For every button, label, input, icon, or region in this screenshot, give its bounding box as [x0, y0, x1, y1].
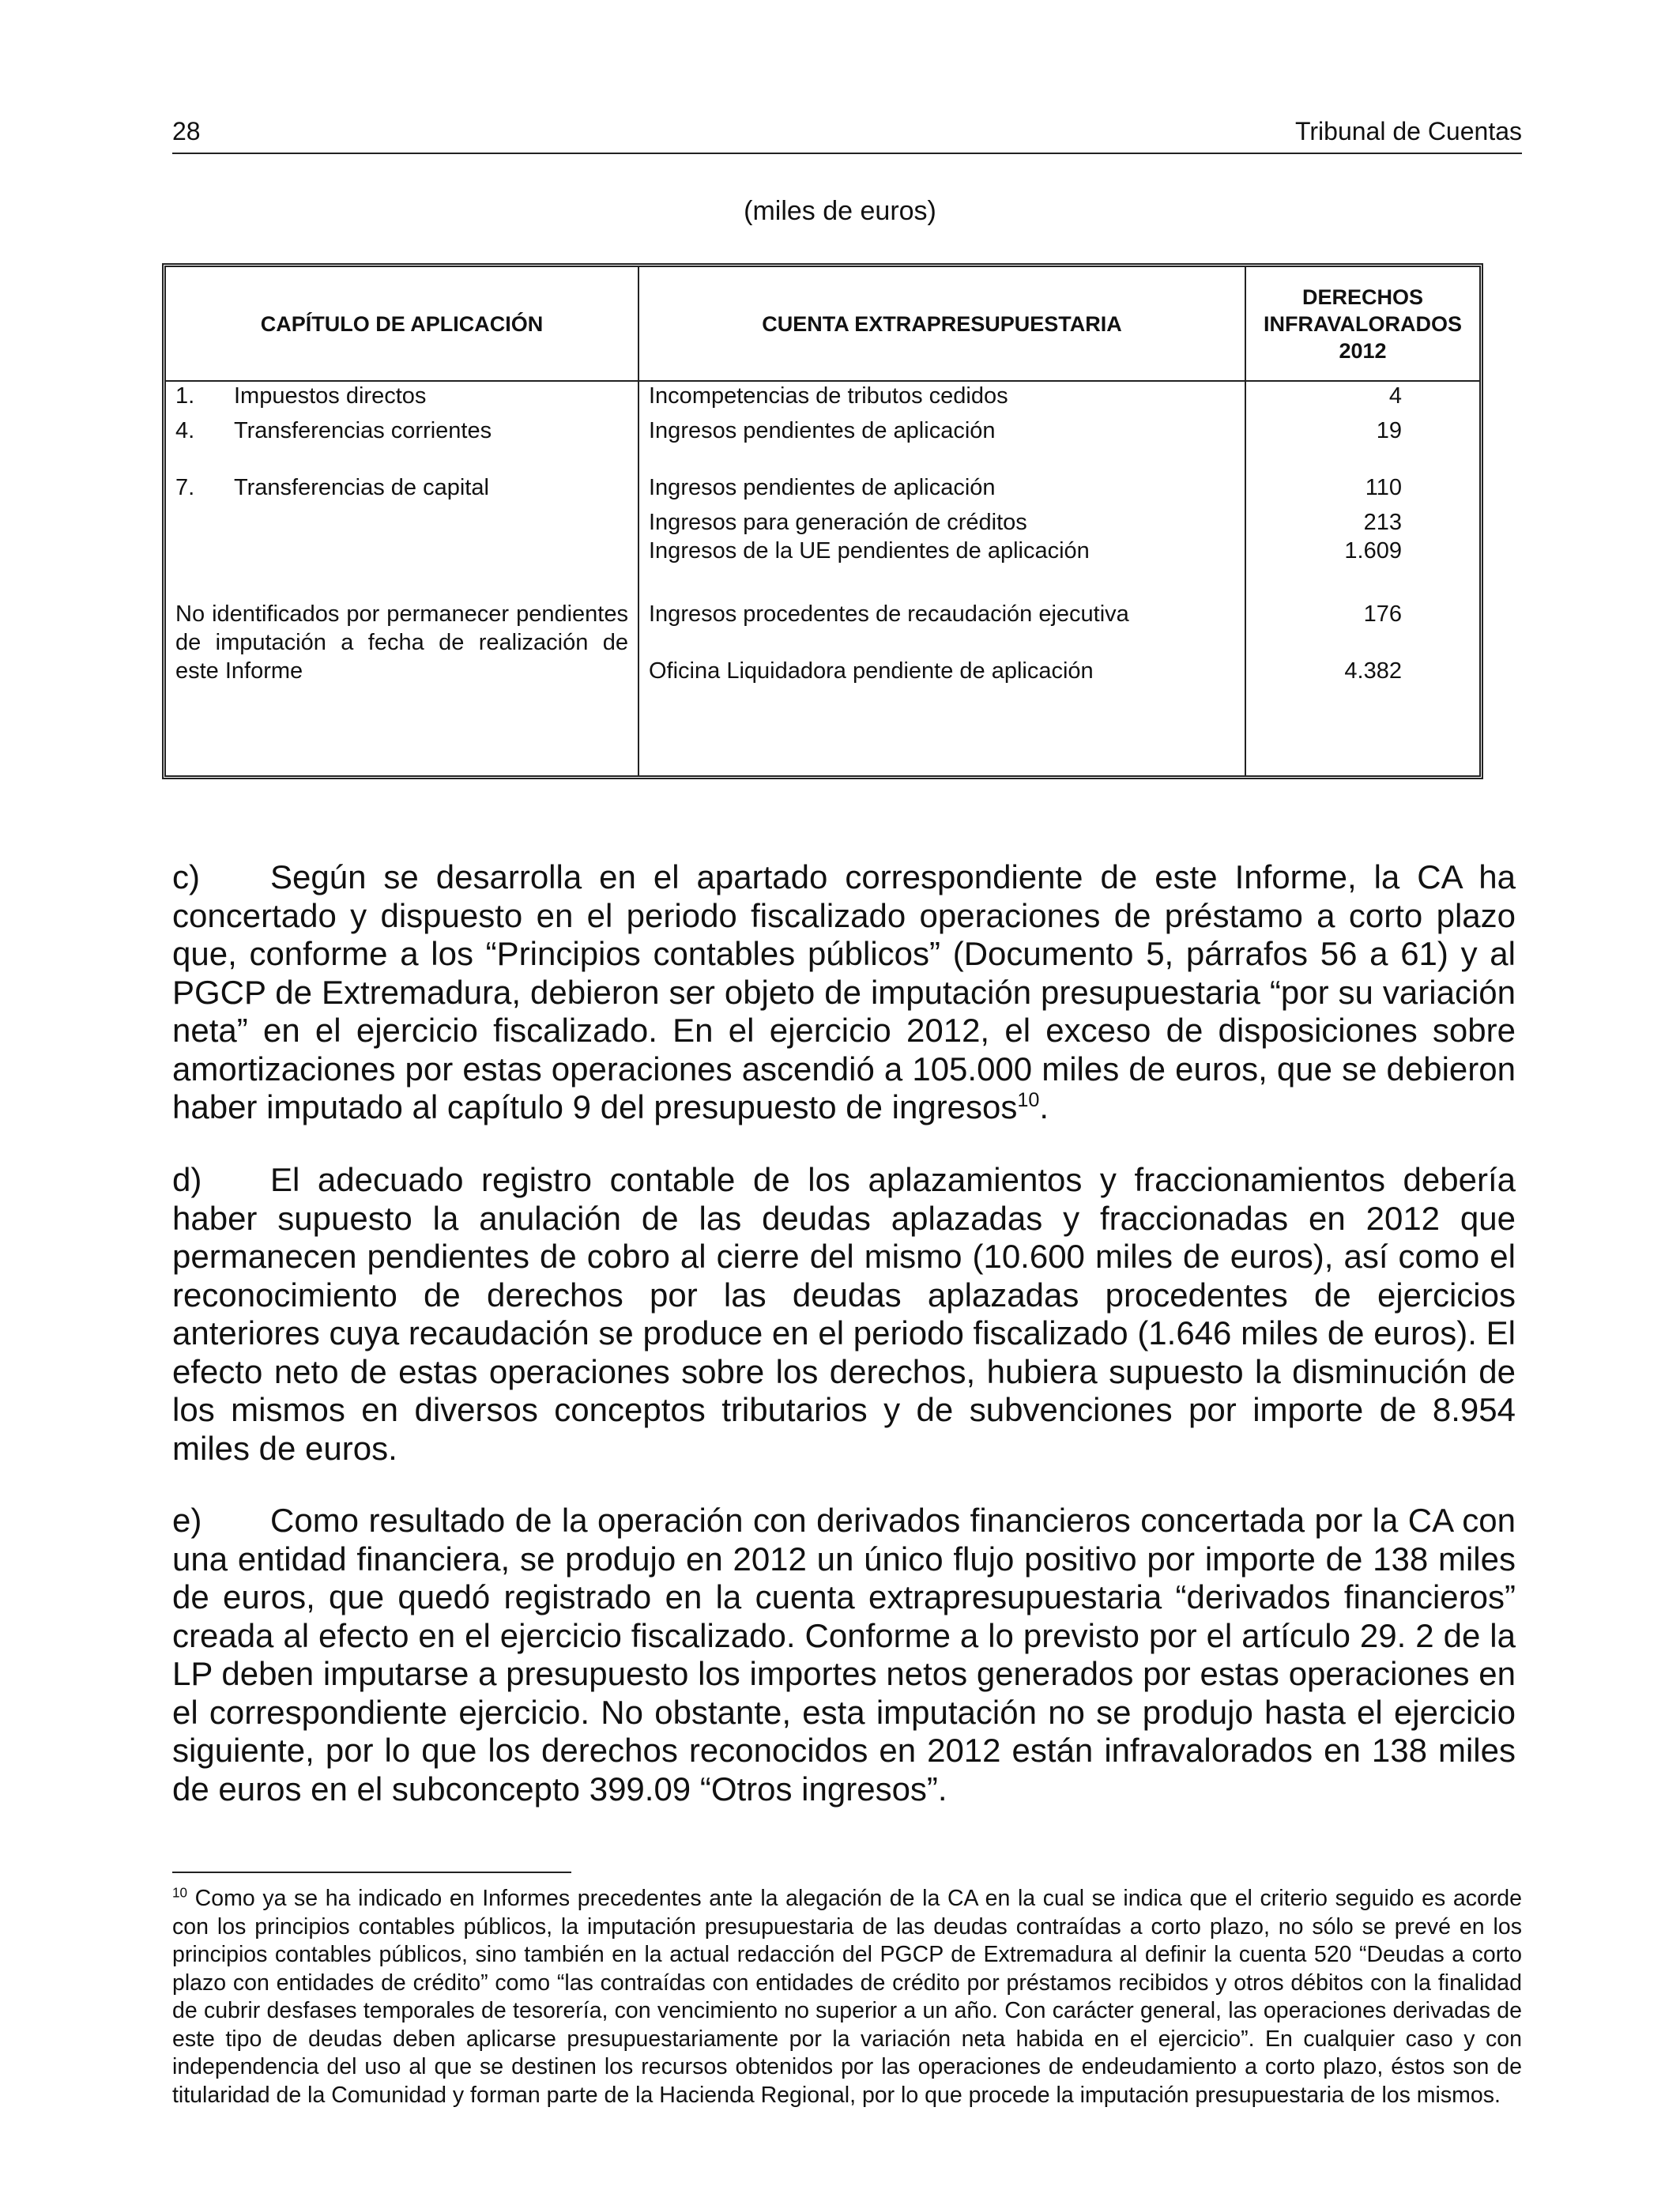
- account-name: Ingresos pendientes de aplicación: [649, 475, 996, 500]
- chapter-cell: [166, 417, 638, 473]
- value: 213: [1363, 510, 1402, 535]
- value: 4.382: [1344, 658, 1402, 684]
- account-name: Ingresos de la UE pendientes de aplicación: [649, 538, 1090, 564]
- rights-table-frame: [162, 263, 1483, 779]
- value-cell: [1245, 417, 1479, 473]
- paragraph-d: [172, 1161, 1516, 1468]
- chapter-name: Transferencias de capital: [234, 475, 489, 500]
- paragraph-e: [172, 1502, 1516, 1808]
- chapter-name: No identificados por permanecer pendientes de imputación a fecha de realización de este Informe: [175, 601, 628, 684]
- chapter-number: 1.: [175, 383, 195, 409]
- header-chapter: CAPÍTULO DE APLICACIÓN: [166, 267, 638, 381]
- chapter-cell: [166, 600, 638, 775]
- account-cell: [638, 473, 1245, 600]
- paragraph-c: c) Según se desarrolla en el apartado correspondiente de este Informe, la CA ha concertado y dispuesto en el periodo fiscalizado operaciones de préstamo a corto plazo que, conforme a los “Principios contables públicos” (Documento 5, párrafos 56 a 61) y al PGCP de Extremadura, debieron ser objeto de imputación presupuestaria “por su variación neta” en el ejercicio fiscalizado. En el ejercicio 2012, el exceso de disposiciones sobre amortizaciones por estas operaciones ascendió a 105.000 miles de euros, que se debieron haber imputado al capítulo 9 del presupuesto de ingresos$^{10}$.: [172, 858, 1516, 1125]
- header-rights-line1: DERECHOS: [1301, 285, 1424, 309]
- value-cell: [1245, 600, 1479, 775]
- header-rights-line2: INFRAVALORADOS: [1264, 311, 1462, 336]
- value: 19: [1376, 418, 1402, 443]
- header-rights: [1245, 267, 1479, 381]
- footnote: [172, 1885, 1522, 2109]
- chapter-cell: [166, 381, 638, 417]
- footnote-number: 10: [172, 1885, 188, 1901]
- account-name: Ingresos para generación de créditos: [649, 510, 1027, 535]
- header-rights-line3: 2012: [1339, 338, 1387, 363]
- value: 176: [1363, 601, 1402, 627]
- value-cell: [1245, 473, 1479, 600]
- header-account: CUENTA EXTRAPRESUPUESTARIA: [638, 267, 1245, 381]
- value-cell: [1245, 381, 1479, 417]
- footnote-reference[interactable]: 10: [1017, 1089, 1040, 1111]
- header-rule: [172, 153, 1522, 154]
- account-cell: [638, 600, 1245, 775]
- page-number: 28: [172, 117, 201, 145]
- rights-table: [166, 267, 1479, 775]
- paragraph-text: Según se desarrolla en el apartado correspondiente de este Informe, la CA ha concertado y dispuesto en el periodo fiscalizado operaciones de préstamo a corto plazo que, conforme a los “Principios contables públicos” (Documento 5, párrafos 56 a 61) y al PGCP de Extremadura, debieron ser objeto de imputación presupuestaria “por su variación neta” en el ejercicio fiscalizado. En el ejercicio 2012, el exceso de disposiciones sobre amortizaciones por estas operaciones ascendió a 105.000 miles de euros, que se debieron haber imputado al capítulo 9 del presupuesto de ingresos: [172, 858, 1516, 1125]
- chapter-cell: [166, 473, 638, 600]
- chapter-number: 4.: [175, 418, 195, 443]
- chapter-name: Impuestos directos: [234, 383, 427, 409]
- value: 4: [1388, 383, 1402, 409]
- footnote-text: Como ya se ha indicado en Informes precedentes ante la alegación de la CA en la cual se indica que el criterio seguido es acorde con los principios contables públicos, la imputación presupuestaria de las deudas contraídas a corto plazo, no sólo se prevé en los principios contables públicos, sino también en la actual redacción del PGCP de Extremadura al definir la cuenta 520 “Deudas a corto plazo con entidades de crédito” como “las contraídas con entidades de crédito por préstamos recibidos y otros débitos con la finalidad de cubrir desfases temporales de tesorería, con vencimiento no superior a un año. Con carácter general, las operaciones derivadas de este tipo de deudas deben aplicarse presupuestariamente por la variación neta habida en el ejercicio”. En cualquier caso y con independencia del uso al que se destinen los recursos obtenidos por las operaciones de endeudamiento a corto plazo, éstos son de titularidad de la Comunidad y forman parte de la Hacienda Regional, por lo que procede la imputación presupuestaria de los mismos.: [172, 1886, 1522, 2108]
- paragraph-text: El adecuado registro contable de los aplazamientos y fraccionamientos debería haber supuesto la anulación de las deudas aplazadas y fraccionadas en 2012 que permanecen pendientes de cobro al cierre del mismo (10.600 miles de euros), así como el reconocimiento de derechos por las deudas aplazadas procedentes de ejercicios anteriores cuya recaudación se produce en el periodo fiscalizado (1.646 miles de euros). El efecto neto de estas operaciones sobre los derechos, hubiera supuesto la disminución de los mismos en diversos conceptos tributarios y de subvenciones por importe de 8.954 miles de euros.: [172, 1161, 1516, 1467]
- page-header: [172, 117, 1522, 146]
- chapter-number: 7.: [175, 475, 195, 500]
- account-cell: [638, 417, 1245, 473]
- account-cell: [638, 381, 1245, 417]
- value: 1.609: [1344, 538, 1402, 564]
- table-row: [166, 600, 1479, 775]
- table-row: [166, 473, 1479, 600]
- account-name: Ingresos procedentes de recaudación ejecutiva: [649, 601, 1129, 627]
- paragraph-text: Como resultado de la operación con derivados financieros concertada por la CA con una entidad financiera, se produjo en 2012 un único flujo positivo por importe de 138 miles de euros, que quedó registrado en la cuenta extrapresupuestaria “derivados financieros” creada al efecto en el ejercicio fiscalizado. Conforme a lo previsto por el artículo 29. 2 de la LP deben imputarse a presupuesto los importes netos generados por estas operaciones en el correspondiente ejercicio. No obstante, esta imputación no se produjo hasta el ejercicio siguiente, por lo que los derechos reconocidos en 2012 están infravalorados en 138 miles de euros en el subconcepto 399.09 “Otros ingresos”.: [172, 1502, 1516, 1808]
- table-row: [166, 417, 1479, 473]
- table-header-row: [166, 267, 1479, 381]
- account-name: Ingresos pendientes de aplicación: [649, 418, 996, 443]
- running-title: Tribunal de Cuentas: [1295, 117, 1522, 145]
- account-name: Oficina Liquidadora pendiente de aplicación: [649, 658, 1094, 684]
- units-caption: (miles de euros): [744, 196, 936, 226]
- account-name: Incompetencias de tributos cedidos: [649, 383, 1008, 409]
- paragraph-label: e): [172, 1502, 202, 1539]
- chapter-name: Transferencias corrientes: [234, 418, 492, 443]
- value: 110: [1365, 475, 1402, 500]
- paragraph-label: d): [172, 1161, 202, 1198]
- footnote-separator: [172, 1872, 571, 1873]
- paragraph-label: c): [172, 858, 200, 895]
- table-row: [166, 381, 1479, 417]
